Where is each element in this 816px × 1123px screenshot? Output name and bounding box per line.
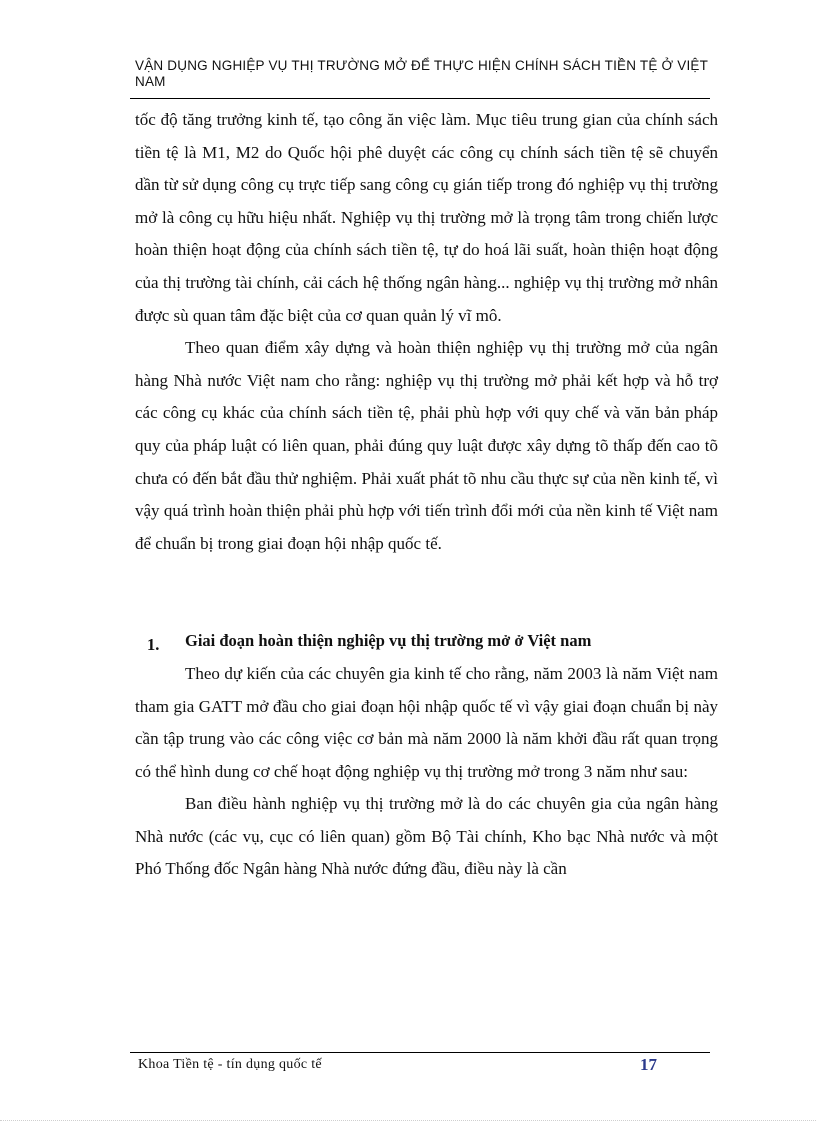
- section-number: 1.: [147, 635, 160, 655]
- running-header: VẬN DỤNG NGHIỆP VỤ THỊ TRƯỜNG MỞ ĐỂ THỰC HIỆN CHÍNH SÁCH TIỀN TỆ Ở VIỆT NAM: [135, 58, 708, 89]
- header-rule: [130, 98, 710, 99]
- document-body: [135, 104, 718, 886]
- paragraph-4: Ban điều hành nghiệp vụ thị trường mở là do các chuyên gia của ngân hàng Nhà nước (các vụ, cục có liên quan) gồm Bộ Tài chính, Kho bạc Nhà nước và một Phó Thống đốc Ngân hàng Nhà nước đứng đầu, điều này là cần: [135, 794, 718, 879]
- footer-rule: [130, 1052, 710, 1053]
- paragraph-1: tốc độ tăng trưởng kinh tế, tạo công ăn việc làm. Mục tiêu trung gian của chính sách tiền tệ là M1, M2 do Quốc hội phê duyệt các công cụ chính sách tiền tệ sẽ chuyển dần từ sử dụng công cụ trực tiếp sang công cụ gián tiếp trong đó nghiệp vụ thị trường mở là công cụ hữu hiệu nhất. Nghiệp vụ thị trường mở là trọng tâm trong chiến lược hoàn thiện hoạt động của chính sách tiền tệ, tự do hoá lãi suất, hoàn thiện hoạt động của thị trường tài chính, cải cách hệ thống ngân hàng... nghiệp vụ thị trường mở nhân được sù quan tâm đặc biệt của cơ quan quản lý vĩ mô.: [135, 110, 718, 325]
- page-edge: [0, 1120, 816, 1121]
- section-title: Giai đoạn hoàn thiện nghiệp vụ thị trường mở ở Việt nam: [185, 631, 592, 651]
- section-spacer: [135, 560, 718, 625]
- paragraph-2: Theo quan điểm xây dựng và hoàn thiện nghiệp vụ thị trường mở của ngân hàng Nhà nước Việt nam cho rằng: nghiệp vụ thị trường mở phải kết hợp và hỗ trợ các công cụ khác của chính sách tiền tệ, phải phù hợp với quy chế và văn bản pháp quy của pháp luật có liên quan, phải đúng quy luật được xây dựng tõ thấp đến cao tõ chưa có đến bắt đầu thử nghiệm. Phải xuất phát tõ nhu cầu thực sự của nền kinh tế, vì vậy quá trình hoàn thiện phải phù hợp với tiến trình đổi mới của nền kinh tế Việt nam để chuẩn bị trong giai đoạn hội nhập quốc tế.: [135, 338, 718, 553]
- page-number: 17: [640, 1055, 657, 1074]
- paragraph-3: Theo dự kiến của các chuyên gia kinh tế cho rằng, năm 2003 là năm Việt nam tham gia GATT mở đầu cho giai đoạn hội nhập quốc tế vì vậy giai đoạn chuẩn bị này cần tập trung vào các công việc cơ bản mà năm 2000 là năm khởi đầu rất quan trọng có thể hình dung cơ chế hoạt động nghiệp vụ thị trường mở trong 3 năm như sau:: [135, 663, 718, 781]
- section-heading: [135, 625, 718, 658]
- footer-department: Khoa Tiền tệ - tín dụng quốc tế: [138, 1057, 322, 1072]
